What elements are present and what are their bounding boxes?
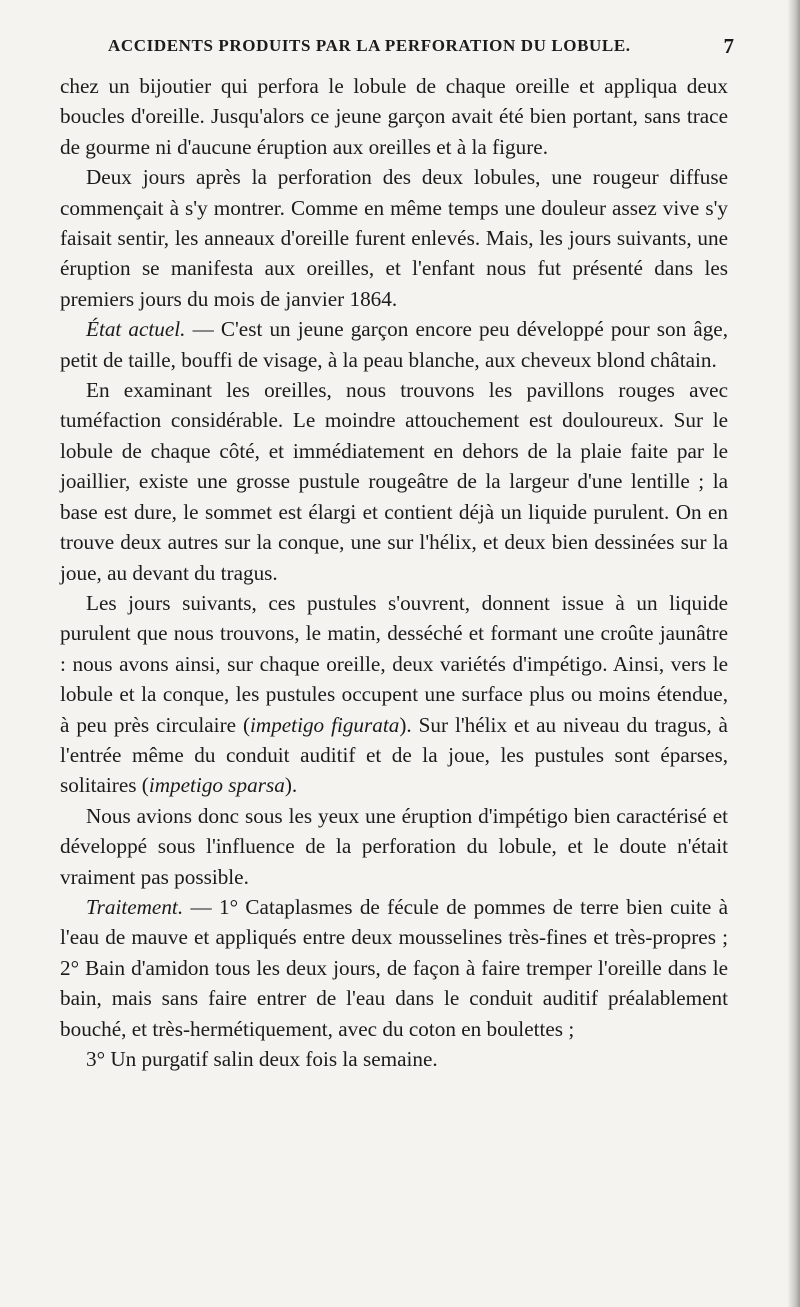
italic-text: impetigo sparsa xyxy=(148,773,285,798)
paragraph xyxy=(60,162,728,314)
italic-text: État actuel. xyxy=(86,317,186,342)
page-header xyxy=(100,36,736,64)
paragraph-text: ). xyxy=(284,773,298,798)
paragraph-text: Deux jours après la perforation des deux lobules, une rougeur diffuse commençait à s'y montrer. Comme en même temps une douleur assez vive s'y faisait sentir, les anneaux d'oreille furent enlevés. Mais, les jours suivants, une éruption se manifesta aux oreilles, et l'enfant nous fut présenté dans les premiers jours du mois de janvier 1864. xyxy=(60,165,728,311)
paragraph xyxy=(60,71,728,162)
body-text xyxy=(60,71,728,1074)
paragraph xyxy=(60,801,728,892)
italic-text: impetigo figurata xyxy=(250,712,400,737)
paragraph-text: chez un bijoutier qui perfora le lobule de chaque oreille et appliqua deux boucles d'oreille. Jusqu'alors ce jeune garçon avait été bien portant, sans trace de gourme ni d'aucune éruption aux oreilles et à la figure. xyxy=(60,74,728,159)
paragraph xyxy=(60,1044,728,1074)
paragraph-text: — C'est un jeune garçon encore peu développé pour son âge, petit de taille, bouffi de visage, à la peau blanche, aux cheveux blond châtain. xyxy=(60,317,728,372)
paragraph xyxy=(60,375,728,588)
paragraph xyxy=(60,588,728,801)
page-edge-shadow xyxy=(788,0,800,1307)
paragraph-text: En examinant les oreilles, nous trouvons les pavillons rouges avec tuméfaction considérable. Le moindre attouchement est douloureux. Sur le lobule de chaque côté, et immédiatement en dehors de la plaie faite par le joaillier, existe une grosse pustule rougeâtre de la largeur d'une lentille ; la base est dure, le sommet est élargi et contient déjà un liquide purulent. On en trouve deux autres sur la conque, une sur l'hélix, et deux bien dessinées sur la joue, au devant du tragus. xyxy=(60,378,728,585)
paragraph-text: ). Sur l'hélix et au niveau du tragus, à l'entrée même du conduit auditif et de la joue, les pustules sont éparses, solitaires ( xyxy=(60,712,728,798)
paragraph-text: Nous avions donc sous les yeux une éruption d'impétigo bien caractérisé et développé sous l'influence de la perforation du lobule, et le doute n'était vraiment pas possible. xyxy=(60,803,728,889)
paragraph xyxy=(60,314,728,375)
page-number: 7 xyxy=(723,34,734,58)
running-head: ACCIDENTS PRODUITS PAR LA PERFORATION DU LOBULE. xyxy=(108,36,631,55)
paragraph-text: 3° Un purgatif salin deux fois la semaine. xyxy=(86,1047,438,1071)
italic-text: Traitement. xyxy=(86,894,184,919)
paragraph xyxy=(60,892,728,1044)
paragraph-text: Les jours suivants, ces pustules s'ouvrent, donnent issue à un liquide purulent que nous trouvons, le matin, desséché et formant une croûte jaunâtre : nous avons ainsi, sur chaque oreille, deux variétés d'impétigo. Ainsi, vers le lobule et la conque, les pustules occupent une surface plus ou moins étendue, à peu près circulaire ( xyxy=(60,590,728,737)
paragraph-text: — 1° Cataplasmes de fécule de pommes de terre bien cuite à l'eau de mauve et appliqués entre deux mousselines très-fines et très-propres ; 2° Bain d'amidon tous les deux jours, de façon à faire tremper l'oreille dans le bain, mais sans faire entrer de l'eau dans le conduit auditif préalablement bouché, et très-hermétiquement, avec du coton en boulettes ; xyxy=(60,894,728,1041)
